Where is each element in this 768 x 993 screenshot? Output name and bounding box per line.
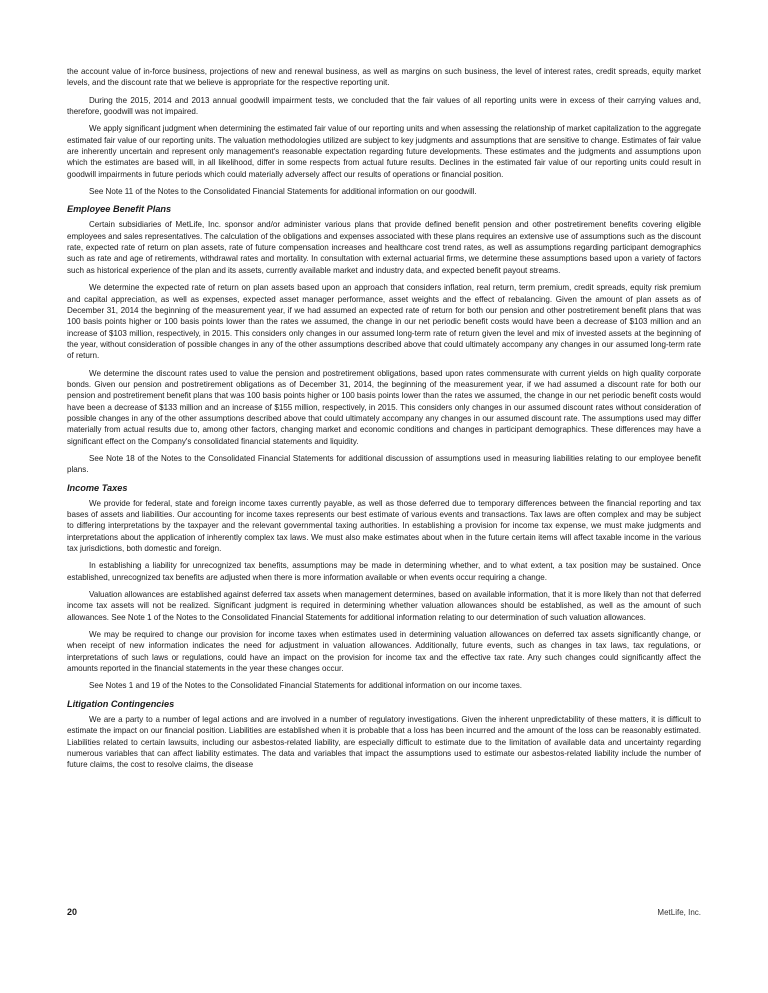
paragraph: See Note 11 of the Notes to the Consolidated Financial Statements for additional information on our goodwill. (89, 187, 477, 197)
paragraph: We determine the discount rates used to value the pension and postretirement obligations, based upon rates commensurate with current yields on high quality corporate bonds. Given our pension and postretirement obligations as of December 31, 2014, the beginning of the measurement year, if we had assumed a discount rate for both our pension and postretirement benefit plans that was 100 basis points higher or 100 basis points lower than the rates we assumed, the change in our net periodic benefit costs would have been a decrease of $133 million and an increase of $155 million, respectively, in 2015. This considers only changes in our assumed discount rates without consideration of possible changes in any of the other assumptions described above that could ultimately accompany any changes in our assumed discount rate. The assumptions used may differ materially from actual results due to, among other factors, changing market and economic conditions and changes in participant demographics. These differences may have a significant effect on the Company's consolidated financial statements and liquidity. (67, 368, 701, 446)
paragraph: We determine the expected rate of return on plan assets based upon an approach that considers inflation, real return, term premium, credit spreads, equity risk premium and capital appreciation, as well as expenses, expected asset manager performance, asset weights and the effect of rebalancing. Given the amount of plan assets as of December 31, 2014 the beginning of the measurement year, if we had assumed an expected rate of return for both our pension and other postretirement benefit plans that was 100 basis points higher or 100 basis points lower than the rates we assumed, the change in our net periodic benefit costs would have been a decrease of $103 million and an increase of $103 million, respectively, in 2015. This considers only changes in our assumed long-term rate of return given the level and mix of invested assets at the beginning of the year, without consideration of possible changes in any of the other assumptions described above that could ultimately accompany any changes in our assumed long-term rate of return. (67, 283, 701, 361)
paragraph: We apply significant judgment when determining the estimated fair value of our reporting units and when assessing the relationship of market capitalization to the aggregate estimated fair value of our reporting units. The valuation methodologies utilized are subject to key judgments and assumptions that are sensitive to change. Estimates of fair value are inherently uncertain and represent only management's reasonable expectation regarding future developments. These estimates and the judgments and assumptions upon which the estimates are based will, in all likelihood, differ in some respects from actual future results. Declines in the estimated fair value of our reporting units could result in goodwill impairments in future periods which could materially adversely affect our results of operations or financial position. (67, 124, 701, 179)
paragraph: See Notes 1 and 19 of the Notes to the Consolidated Financial Statements for additional information on our income taxes. (89, 681, 522, 691)
section-heading-employee-benefit-plans: Employee Benefit Plans (67, 204, 172, 215)
paragraph: We may be required to change our provision for income taxes when estimates used in determining valuation allowances on deferred tax assets significantly change, or when receipt of new information indicates the need for adjustment in valuation allowances. Additionally, future events, such as changes in tax laws, tax regulations, or interpretations of such laws or regulations, could have an impact on the provision for income tax and the effective tax rate. Any such changes could significantly affect the amounts reported in the financial statements in the year these changes occur. (67, 630, 701, 674)
paragraph: Valuation allowances are established against deferred tax assets when management determines, based on available information, that it is more likely than not that deferred income tax assets will not be realized. Significant judgment is required in determining whether valuation allowances should be established, as well as the amount of such allowances. See Note 1 of the Notes to the Consolidated Financial Statements for additional information relating to our determination of such valuation allowances. (67, 590, 701, 622)
paragraph: We are a party to a number of legal actions and are involved in a number of regulatory investigations. Given the inherent unpredictability of these matters, it is difficult to estimate the impact on our financial position. Liabilities are established when it is probable that a loss has been incurred and the amount of the loss can be reasonably estimated. Liabilities related to certain lawsuits, including our asbestos-related liability, are especially difficult to estimate due to the limitation of available data and uncertainty regarding numerous variables that can affect liability estimates. The data and variables that impact the assumptions used to estimate our asbestos-related liability include the number of future claims, the cost to resolve claims, the disease (67, 714, 701, 770)
paragraph: See Note 18 of the Notes to the Consolidated Financial Statements for additional discussion of assumptions used in measuring liabilities relating to our employee benefit plans. (67, 453, 701, 475)
section-heading-income-taxes: Income Taxes (67, 482, 128, 493)
company-name: MetLife, Inc. (657, 908, 701, 917)
page-body (67, 66, 701, 777)
paragraph: the account value of in-force business, projections of new and renewal business, as well as margins on such business, the level of interest rates, credit spreads, equity market levels, and the discount rate that we believe is appropriate for the respective reporting unit. (67, 67, 701, 88)
page-number: 20 (67, 907, 78, 917)
paragraph: In establishing a liability for unrecognized tax benefits, assumptions may be made in determining whether, and to what extent, a tax position may be sustained. Once established, unrecognized tax benefits are adjusted when there is more information available or when events occur requiring a change. (67, 561, 701, 582)
section-heading-litigation-contingencies: Litigation Contingencies (67, 698, 175, 709)
paragraph: We provide for federal, state and foreign income taxes currently payable, as well as those deferred due to temporary differences between the financial reporting and tax bases of assets and liabilities. Our accounting for income taxes represents our best estimate of various events and transactions. Tax laws are often complex and may be subject to differing interpretations by the taxpayer and the relevant governmental taxing authorities. In establishing a provision for income tax expense, we must make judgments and interpretations about the application of inherently complex tax laws. We must also make estimates about when in the future certain items will affect taxable income in the various tax jurisdictions, both domestic and foreign. (67, 498, 701, 554)
paragraph: During the 2015, 2014 and 2013 annual goodwill impairment tests, we concluded that the fair values of all reporting units were in excess of their carrying values and, therefore, goodwill was not impaired. (67, 95, 701, 117)
paragraph: Certain subsidiaries of MetLife, Inc. sponsor and/or administer various plans that provide defined benefit pension and other postretirement benefits covering eligible employees and sales representatives. The calculation of the obligations and expenses associated with these plans requires an extensive use of assumptions such as the discount rate, expected rate of return on plan assets, rate of future compensation increases and healthcare cost trend rates, as well as assumptions regarding participant demographics such as rate and age of retirements, withdrawal rates and mortality. In consultation with external actuarial firms, we determine these assumptions based upon a variety of factors such as historical experience of the plan and its assets, currently available market and industry data, and expected benefit payout streams. (67, 220, 701, 275)
